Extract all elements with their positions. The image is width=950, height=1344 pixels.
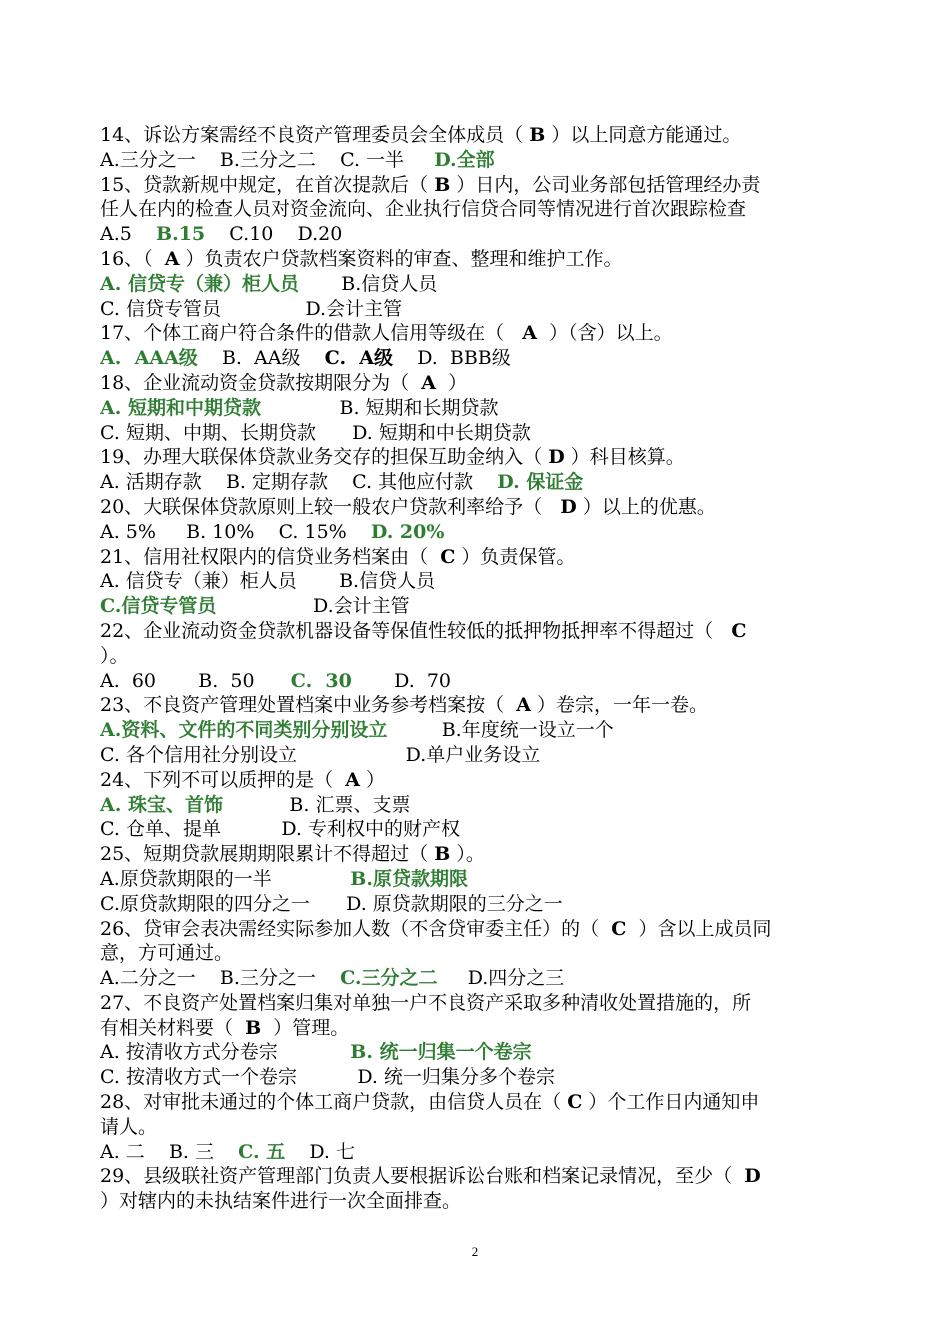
text-segment: B.信贷人员 <box>298 272 438 295</box>
text-line <box>100 197 910 222</box>
answer-letter: B <box>245 1016 262 1039</box>
text-line <box>100 222 910 247</box>
question-list <box>100 123 910 1214</box>
text-segment: 29、县级联社资产管理部门负责人要根据诉讼台账和档案记录情况，至少（ <box>100 1165 745 1188</box>
text-segment: C. 仓单、提单 D. 专利权中的财产权 <box>100 818 460 841</box>
text-line <box>100 619 910 644</box>
text-line <box>100 1140 910 1165</box>
text-segment: 21、信用社权限内的信贷业务档案由（ <box>100 545 441 568</box>
page-number: 2 <box>471 1244 479 1259</box>
correct-answer: C.信贷专管员 <box>100 595 217 618</box>
text-segment: 18、企业流动资金贷款按期限分为（ <box>100 371 422 394</box>
text-segment: 19、办理大联保体贷款业务交存的担保互助金纳入（ <box>100 446 549 469</box>
answer-letter: A <box>516 694 532 717</box>
text-line <box>100 371 910 396</box>
text-line <box>100 445 910 470</box>
text-segment: ）。 <box>450 843 485 866</box>
answer-letter: A <box>164 247 180 270</box>
text-segment: 22、企业流动资金贷款机器设备等保值性较低的抵押物抵押率不得超过（ <box>100 619 732 642</box>
text-line <box>100 644 910 669</box>
correct-answer: A. 短期和中期贷款 <box>100 396 261 419</box>
text-line <box>100 321 910 346</box>
text-segment: 有相关材料要（ <box>100 1016 246 1039</box>
text-line <box>100 941 910 966</box>
text-segment: 15、贷款新规中规定，在首次提款后（ <box>100 173 435 196</box>
text-line <box>100 569 910 594</box>
correct-answer: C.三分之二 <box>340 967 438 990</box>
text-segment: D. BBB级 <box>393 347 511 370</box>
answer-letter: D <box>560 495 577 518</box>
answer-letter: D <box>744 1165 761 1188</box>
text-line <box>100 867 910 892</box>
answer-letter: B <box>434 843 451 866</box>
text-segment: 28、对审批未通过的个体工商户贷款，由信贷人员在（ <box>100 1091 568 1114</box>
text-segment: 27、不良资产处置档案归集对单独一户不良资产采取多种清收处置措施的，所 <box>100 991 752 1014</box>
text-line <box>100 892 910 917</box>
text-segment: ）管理。 <box>261 1016 350 1039</box>
correct-answer: B.原贷款期限 <box>350 867 468 890</box>
correct-answer: A. AAA级 <box>100 347 198 370</box>
text-line <box>100 520 910 545</box>
text-line <box>100 173 910 198</box>
text-segment: 24、下列不可以质押的是（ <box>100 768 346 791</box>
text-segment: 26、贷审会表决需经实际参加人数（不含贷审委主任）的（ <box>100 917 612 940</box>
text-segment: 意，方可通过。 <box>100 942 234 965</box>
text-line <box>100 991 910 1016</box>
text-line <box>100 470 910 495</box>
text-segment: ）含以上成员同 <box>626 917 772 940</box>
text-segment: D. 70 <box>351 669 452 692</box>
text-line <box>100 123 910 148</box>
text-line <box>100 1164 910 1189</box>
text-segment: A. 按清收方式分卷宗 <box>100 1041 351 1064</box>
text-line <box>100 693 910 718</box>
text-segment: A. 信贷专（兼）柜人员 B.信贷人员 <box>100 570 436 593</box>
text-line <box>100 396 910 421</box>
text-segment: 23、不良资产管理处置档案中业务参考档案按（ <box>100 694 517 717</box>
text-line <box>100 1016 910 1041</box>
text-line <box>100 817 910 842</box>
text-line <box>100 793 910 818</box>
text-segment: ）负责农户贷款档案资料的审查、整理和维护工作。 <box>179 247 623 270</box>
text-line <box>100 966 910 991</box>
text-segment: ）。 <box>100 644 129 667</box>
text-line <box>100 768 910 793</box>
answer-letter: A <box>345 768 361 791</box>
answer-letter: B <box>434 173 451 196</box>
text-line <box>100 917 910 942</box>
text-line <box>100 148 910 173</box>
text-line <box>100 1115 910 1140</box>
text-segment: 25、短期贷款展期期限累计不得超过（ <box>100 843 435 866</box>
correct-answer: C. 五 <box>238 1140 286 1163</box>
text-line <box>100 247 910 272</box>
text-line <box>100 743 910 768</box>
answer-letter: B <box>529 124 546 146</box>
answer-letter: C <box>611 917 627 940</box>
text-segment: ） <box>436 371 468 394</box>
text-line <box>100 545 910 570</box>
text-segment: A.三分之一 B.三分之二 C. 一半 <box>100 148 435 171</box>
text-segment: 请人。 <box>100 1115 158 1138</box>
correct-answer: B. 统一归集一个卷宗 <box>350 1041 532 1064</box>
text-line <box>100 297 910 322</box>
text-line <box>100 346 910 371</box>
text-segment: D. 七 <box>285 1140 355 1163</box>
text-segment: D.会计主管 <box>216 595 410 618</box>
text-segment: A.5 <box>100 223 157 246</box>
text-segment: ）以上的优惠。 <box>576 495 716 518</box>
text-segment: C. 按清收方式一个卷宗 D. 统一归集分多个卷宗 <box>100 1066 555 1089</box>
text-segment: C. 短期、中期、长期贷款 D. 短期和中长期贷款 <box>100 421 531 444</box>
text-line <box>100 594 910 619</box>
answer-letter: C. A级 <box>324 347 394 370</box>
text-segment: ）日内，公司业务部包括管理经办责 <box>450 173 761 196</box>
text-segment: ）卷宗，一年一卷。 <box>531 694 709 717</box>
text-segment: A.二分之一 B.三分之一 <box>100 967 341 990</box>
text-segment: ） <box>360 768 386 791</box>
text-segment: ）个工作日内通知申 <box>582 1091 760 1114</box>
text-segment: ）对辖内的未执结案件进行一次全面排查。 <box>100 1190 462 1213</box>
text-segment: D.四分之三 <box>437 967 565 990</box>
text-line <box>100 842 910 867</box>
text-segment: ）科目核算。 <box>564 446 685 469</box>
text-segment: B. 短期和长期贷款 <box>260 396 499 419</box>
correct-answer: D. 保证金 <box>497 471 584 494</box>
text-segment: A. 60 B. 50 <box>100 669 291 692</box>
text-line <box>100 421 910 446</box>
answer-letter: C <box>731 619 747 642</box>
text-line <box>100 1065 910 1090</box>
correct-answer: D. 20% <box>370 520 445 543</box>
text-segment: A. 活期存款 B. 定期存款 C. 其他应付款 <box>100 471 498 494</box>
text-segment: ）以上同意方能通过。 <box>545 124 742 146</box>
answer-letter: A <box>421 371 437 394</box>
text-segment: ）（含）以上。 <box>537 322 673 345</box>
text-segment: 14、诉讼方案需经不良资产管理委员会全体成员（ <box>100 124 530 146</box>
text-segment: C.原贷款期限的四分之一 D. 原贷款期限的三分之一 <box>100 892 563 915</box>
text-segment: 17、个体工商户符合条件的借款人信用等级在（ <box>100 322 523 345</box>
text-line <box>100 1090 910 1115</box>
text-segment: C. 信贷专管员 D.会计主管 <box>100 297 403 320</box>
answer-letter: C <box>440 545 456 568</box>
text-segment: B.年度统一设立一个 <box>387 719 614 742</box>
correct-answer: B.15 <box>156 223 206 246</box>
text-line <box>100 718 910 743</box>
text-segment: B. 汇票、支票 <box>222 793 411 816</box>
answer-letter: D <box>548 446 565 469</box>
correct-answer: C. 30 <box>290 669 352 692</box>
text-segment: 20、大联保体贷款原则上较一般农户贷款利率给予（ <box>100 495 561 518</box>
text-segment: C. 各个信用社分别设立 D.单户业务设立 <box>100 743 541 766</box>
correct-answer: A. 珠宝、首饰 <box>100 793 223 816</box>
correct-answer: D.全部 <box>434 148 495 171</box>
text-line <box>100 669 910 694</box>
text-line <box>100 1189 910 1214</box>
text-segment: 16、（ <box>100 247 165 270</box>
text-line <box>100 272 910 297</box>
text-line <box>100 495 910 520</box>
correct-answer: A.资料、文件的不同类别分别设立 <box>100 719 388 742</box>
text-segment: ）负责保管。 <box>455 545 576 568</box>
answer-letter: C <box>567 1091 583 1114</box>
text-segment: A.原贷款期限的一半 <box>100 867 351 890</box>
text-line <box>100 1040 910 1065</box>
text-segment: A. 二 B. 三 <box>100 1140 239 1163</box>
text-segment: B. AA级 <box>197 347 325 370</box>
answer-letter: A <box>522 322 538 345</box>
text-segment: C.10 D.20 <box>205 223 343 246</box>
correct-answer: A. 信贷专（兼）柜人员 <box>100 272 299 295</box>
text-segment: A. 5% B. 10% C. 15% <box>100 520 371 543</box>
text-segment: 任人在内的检查人员对资金流向、企业执行信贷合同等情况进行首次跟踪检查 <box>100 198 747 221</box>
